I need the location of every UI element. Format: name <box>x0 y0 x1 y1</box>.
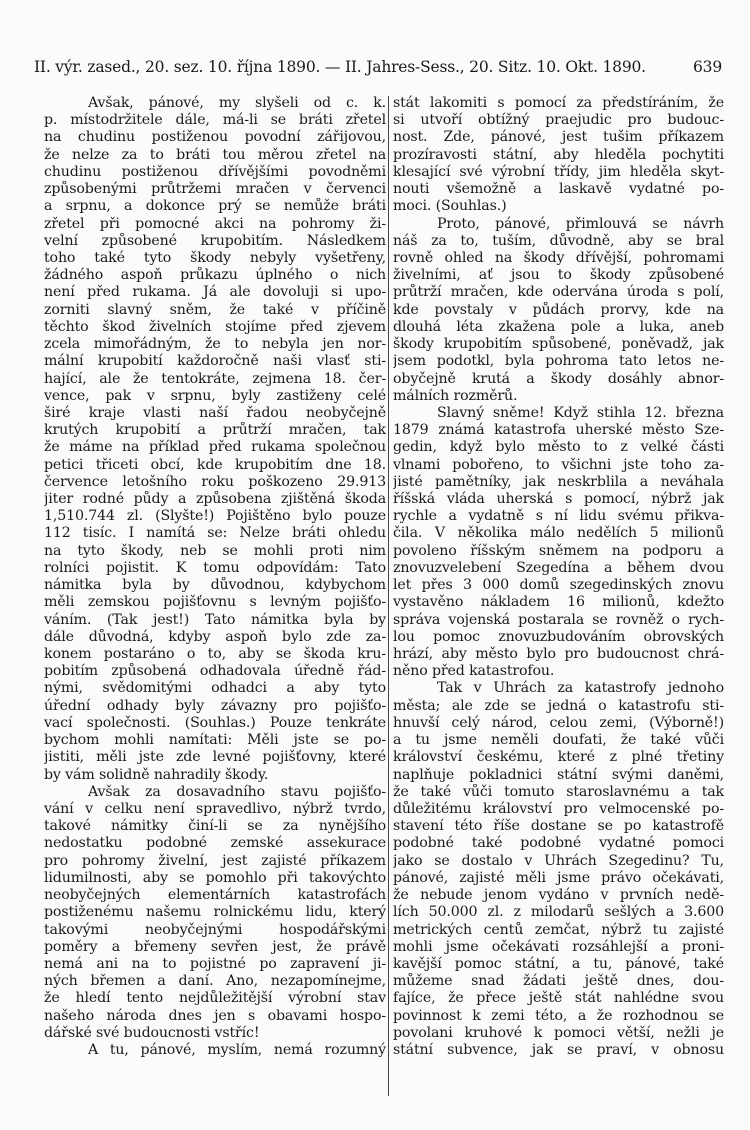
text-line: kde povstaly v půdách prorvy, kde na <box>393 301 724 318</box>
text-line: zorniti slavný sněm, že také v příčině <box>44 301 386 318</box>
text-line: zřetel při pomocné akci na pohromy ži- <box>44 215 386 232</box>
text-line: že hledí tento nejdůležitější výrobní stav <box>44 990 386 1007</box>
text-line: velní způsobené krupobitím. Následkem <box>44 232 386 249</box>
text-line: státní subvence, jak se praví, v obnosu <box>393 1042 724 1059</box>
text-line: správa vojenská postarala se rovněž o rych- <box>393 611 724 628</box>
text-line: není před rukama. Já ale dovoluji si upo- <box>44 284 386 301</box>
text-line: města; ale zde se jedná o katastrofu sti- <box>393 697 724 714</box>
text-line: prozíravosti státní, aby hleděla pochytiti <box>393 146 724 163</box>
text-line: nedostatku podobné zemské assekurace <box>44 835 386 852</box>
text-line: Avšak, pánové, my slyšeli od c. k. <box>88 95 386 111</box>
text-line: povinnost k zemi této, a že rozhodnou se <box>393 1007 724 1024</box>
text-line: stát lakomiti s pomocí za předstíráním, že <box>393 95 724 111</box>
text-line: úřední odhady byly závazny pro pojišťo- <box>44 697 386 714</box>
text-line: že také vůči tomuto staroslavnému a tak <box>393 783 724 800</box>
text-line: bychom mohli namítati: Měli jste se po- <box>44 732 386 749</box>
text-line: průtrží mračen, kde odervána úroda s polí, <box>393 284 724 301</box>
text-line: málních rozměrů. <box>393 387 518 404</box>
text-line: škody krupobitím spůsobené, poněvadž, jak <box>393 336 724 353</box>
text-line: našeho národa dnes jen s obavami hospo- <box>44 1007 386 1024</box>
text-line: dlouhá léta zkažena pole a luka, aneb <box>393 318 724 335</box>
text-line: a srpnu, a dokonce prý se nemůže bráti <box>44 198 386 215</box>
running-head: II. výr. zased., 20. sez. 10. října 1890. — II. Jahres-Sess., 20. Sitz. 10. Okt. 1890. <box>34 58 646 76</box>
text-line: vystavěno nákladem 16 milionů, kdežto <box>393 594 724 611</box>
text-line: moci. (Souhlas.) <box>393 198 507 215</box>
text-line: metrických centů zemčat, nýbrž tu zajisté <box>393 921 724 938</box>
text-line: pobitím způsobená odhadovala úředně řád- <box>44 663 386 680</box>
text-line: království českému, které z plné třetiny <box>393 749 724 766</box>
text-line: způsobenými průtržemi mračen v červenci <box>44 181 386 198</box>
text-line: znovuzvelebení Szegedína a během dvou <box>393 559 724 576</box>
text-line: toho také tyto škody nebyly vyšetřeny, <box>44 249 386 266</box>
text-line: mální krupobití každoročně naši vlasť sti- <box>44 353 386 370</box>
text-line: kavější pomoc státní, a tu, pánové, také <box>393 955 724 972</box>
text-line: A tu, pánové, myslím, nemá rozumný <box>88 1042 386 1059</box>
text-line: poměry a břemeny sevřen jest, že právě <box>44 938 386 955</box>
text-line: 112 tisíc. I namítá se: Nelze bráti ohledu <box>44 525 386 542</box>
left-column <box>44 95 386 1059</box>
text-line: jistiti, měli jste zde levné pojišťovny, které <box>44 749 386 766</box>
text-line: obyčejně krutá a škody dosáhly abnor- <box>393 370 724 387</box>
text-line: nými, svědomitými odhadci a aby tyto <box>44 680 386 697</box>
text-line: si utvoří obtížný praejudic pro budouc- <box>393 112 724 129</box>
text-line: říšská vláda uherská s pomocí, nýbrž jak <box>393 491 724 508</box>
text-line: takovými neobyčejnými hospodářskými <box>44 921 386 938</box>
text-line: Slavný sněme! Když stihla 12. března <box>437 404 724 421</box>
text-line: ných břemen a daní. Ano, nezapomínejme, <box>44 973 386 990</box>
text-line: Avšak za dosavadního stavu pojišťo- <box>88 783 386 800</box>
text-line: jsem podotkl, byla pohroma tato letos ne- <box>393 353 724 370</box>
text-line: váním. (Tak jest!) Tato námitka byla by <box>44 611 386 628</box>
text-line: Proto, pánové, přimlouvá se návrh <box>437 215 724 232</box>
text-line: jisté pamětníky, jak neskrblila a neváhala <box>393 473 724 490</box>
text-line: krutých krupobití a průtrží mračen, tak <box>44 422 386 439</box>
text-line: takové námitky činí-li se za nynějšího <box>44 818 386 835</box>
text-line: petici třiceti obcí, kde krupobitím dne 18. <box>44 456 386 473</box>
text-line: nemá ani na to pojistné po zapravení ji- <box>44 955 386 972</box>
text-line: zcela mimořádným, že to nebyla jen nor- <box>44 336 386 353</box>
column-divider <box>388 96 389 1096</box>
text-line: lích 50.000 zl. z milodarů sešlých a 3.600 <box>393 904 724 921</box>
text-line: července letošního roku poškozeno 29.913 <box>44 473 386 490</box>
text-line: žádného aspoň průkazu úplného o nich <box>44 267 386 284</box>
text-line: pro pohromy živelní, jest zajisté příkazem <box>44 852 386 869</box>
text-line: širé kraje vlasti naší řadou neobyčejně <box>44 404 386 421</box>
text-line: lidumilnosti, aby se pomohlo při takovýchto <box>44 869 386 886</box>
text-line: hající, ale že tentokráte, zejmena 18. čer- <box>44 370 386 387</box>
text-line: že nebude jenom vydáno v prvních nedě- <box>393 887 724 904</box>
text-line: můžeme snad žádati ještě dnes, dou- <box>393 973 724 990</box>
text-line: náš za to, tuším, důvodně, aby se bral <box>393 232 724 249</box>
text-line: nouti všemožně a laskavě vydatné po- <box>393 181 724 198</box>
text-line: by vám solidně nahradily škody. <box>44 766 269 783</box>
text-line: mohli jsme očekávati rozsáhlejší a proni- <box>393 938 724 955</box>
text-line: klesající své výrobní třídy, jim hleděla skyt- <box>393 163 724 180</box>
text-line: na tyto škody, neb se mohli proti nim <box>44 542 386 559</box>
text-line: měli zemskou pojišťovnu s levným pojišťo- <box>44 594 386 611</box>
text-line: a tu jsme neměli doufati, že také vůči <box>393 732 724 749</box>
text-line: čila. V několika málo nedělích 5 milionů <box>393 525 724 542</box>
text-line: chudinu postiženou dřívějšími povodněmi <box>44 163 386 180</box>
text-line: Tak v Uhrách za katastrofy jednoho <box>437 680 724 697</box>
text-line: živelními, ať jsou to škody způsobené <box>393 267 724 284</box>
text-line: lou pomoc znovuzbudováním obrovských <box>393 628 724 645</box>
text-line: na chudinu postiženou povodní zářijovou, <box>44 129 386 146</box>
text-line: rolníci pojistit. K tomu odpovídám: Tato <box>44 559 386 576</box>
text-line: námitka byla by důvodnou, kdybychom <box>44 577 386 594</box>
text-line: postiženému našemu rolnickému lidu, který <box>44 904 386 921</box>
text-line: naplňuje pokladnici státní svými daněmi, <box>393 766 724 783</box>
text-line: p. místodržitele dále, má-li se bráti zřetel <box>44 112 386 129</box>
text-line: jiter rodné půdy a způsobena zjištěná škoda <box>44 491 386 508</box>
text-line: vací společnosti. (Souhlas.) Pouze tenkráte <box>44 714 386 731</box>
text-line: rychle a vydatně s ní lidu svému přikva- <box>393 508 724 525</box>
text-line: 1,510.744 zl. (Slyšte!) Pojištěno bylo pouze <box>44 508 386 525</box>
text-line: neobyčejných elementárních katastrofách <box>44 887 386 904</box>
text-line: povoleno říšským sněmem na podporu a <box>393 542 724 559</box>
text-line: konem postaráno o to, aby se škoda kru- <box>44 646 386 662</box>
text-line: let přes 3 000 domů szegedinských znovu <box>393 577 724 594</box>
text-line: gedin, když bylo město to z velké části <box>393 439 724 456</box>
text-line: vání v celku není spravedlivo, nýbrž tvrdo, <box>44 800 386 817</box>
text-line: jako se dostalo v Uhrách Szegedinu? Tu, <box>393 852 724 869</box>
text-line: povolani kruhové k pomoci větší, nežli je <box>393 1024 724 1041</box>
text-line: že nelze za to bráti tou měrou zřetel na <box>44 146 386 163</box>
text-line: rovně ohled na škody dřívější, pohromami <box>393 249 724 266</box>
text-line: podobné také podobné vydatné pomoci <box>393 835 724 852</box>
page-number: 639 <box>693 58 722 76</box>
text-line: něno před katastrofou. <box>393 663 555 680</box>
text-line: vlnami pobořeno, to všichni jste toho za- <box>393 456 724 473</box>
page-header <box>34 58 722 80</box>
right-column <box>393 95 724 1059</box>
text-line: nost. Zde, pánové, jest tušim příkazem <box>393 129 724 146</box>
text-line: důležitému království pro velmocenské po- <box>393 800 724 817</box>
text-line: stavení této říše dostane se po katastrofě <box>393 818 724 835</box>
text-line: pánové, zajisté měli jsme právo očekávati, <box>393 869 724 886</box>
text-line: dářské své budoucnosti vstříc! <box>44 1024 260 1041</box>
text-line: dále důvodná, kdyby aspoň bylo zde za- <box>44 628 386 645</box>
text-line: 1879 známá katastrofa uherské město Sze- <box>393 422 724 439</box>
text-line: že máme na příklad před rukama společnou <box>44 439 386 456</box>
text-line: hrází, aby město bylo pro budoucnost chrá- <box>393 646 724 662</box>
text-line: fajíce, že přece ještě stát nahlédne svou <box>393 990 724 1007</box>
text-line: vence, pak v srpnu, byly zastiženy celé <box>44 387 386 404</box>
text-line: těchto škod živelních stojíme před zjevem <box>44 318 386 335</box>
text-line: hnuvší celý národ, celou zemi, (Výborně!) <box>393 714 724 731</box>
